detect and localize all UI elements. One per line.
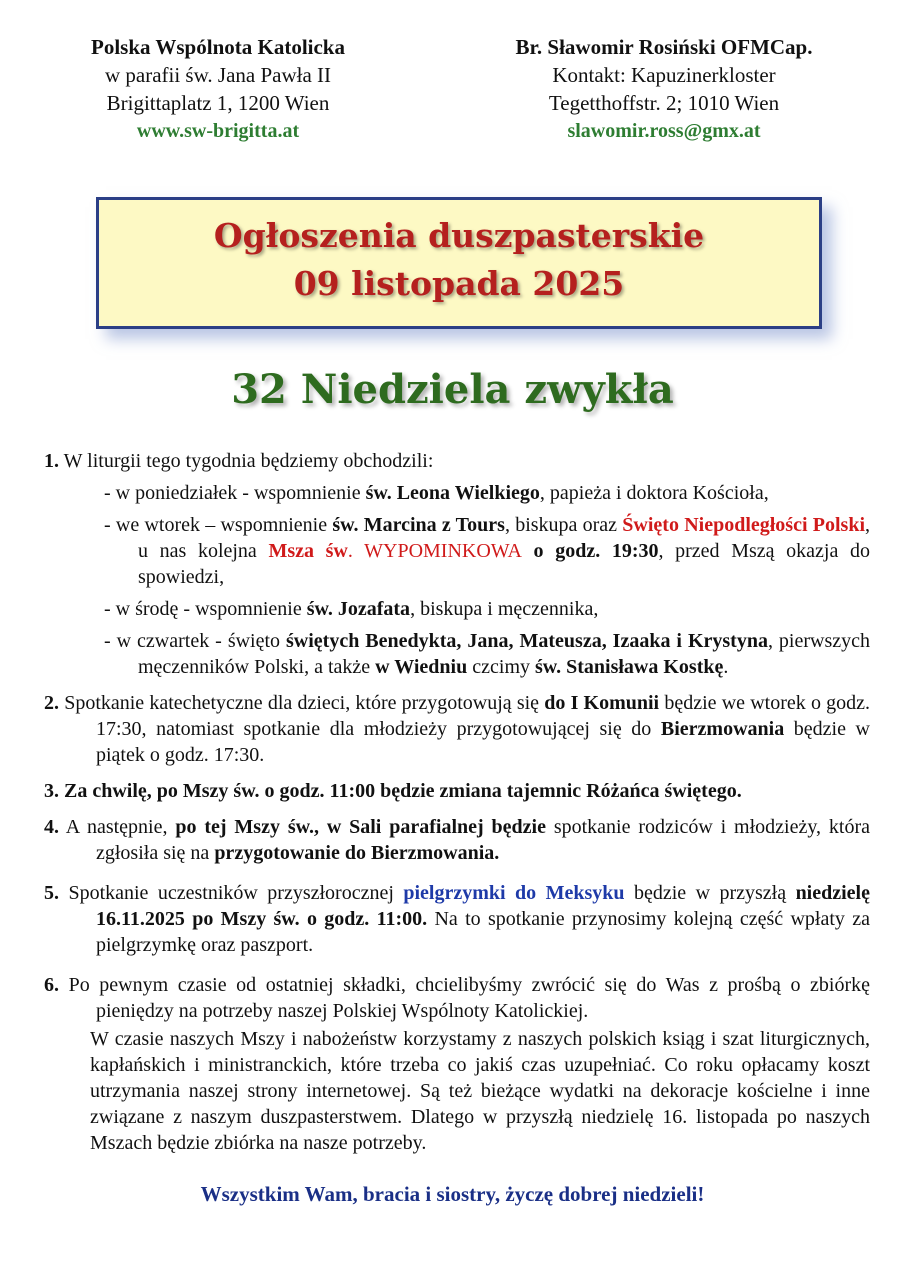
pilgrimage-name: pielgrzymki do Meksyku	[403, 882, 625, 904]
item-1-monday	[104, 480, 870, 506]
contact-label: Kontakt: Kapuzinerkloster	[552, 63, 776, 87]
text: Na to spotkanie przynosimy kolejną część wpłaty za pielgrzymkę oraz paszport.	[96, 908, 870, 956]
meeting-date: niedzielę 16.11.2025 po Mszy św. o godz. 11:00.	[96, 882, 870, 930]
item-1-wednesday	[104, 596, 870, 622]
text: będzie we wtorek o godz. 17:30, natomiast spotkanie dla młodzieży przygotowującej się do	[96, 692, 871, 740]
item-4-number: 4.	[44, 816, 59, 838]
city: w Wiedniu	[375, 656, 468, 678]
item-3-text: 3. Za chwilę, po Mszy św. o godz. 11:00 będzie zmiana tajemnic Różańca świętego.	[44, 780, 742, 802]
item-1-number: 1.	[44, 450, 59, 472]
text: Spotkanie uczestników przyszłorocznej	[59, 882, 404, 904]
text: spotkanie rodziców i młodzieży, która zgłosiła się na	[96, 816, 871, 864]
saint-name: św. Marcina z Tours	[332, 514, 505, 536]
item-2	[44, 690, 870, 768]
text: - w czwartek - święto	[104, 630, 287, 652]
title-line-2: 09 listopada 2025	[293, 264, 625, 303]
text: , biskupa oraz	[504, 514, 623, 536]
text: - we wtorek – wspomnienie	[104, 514, 333, 536]
email-link[interactable]: slawomir.ross@gmx.at	[567, 120, 761, 142]
item-4	[44, 814, 870, 866]
announcements	[44, 448, 870, 1156]
text: .	[723, 656, 729, 678]
item-3	[44, 778, 870, 804]
saint-name: św. Leona Wielkiego	[365, 482, 540, 504]
title-box	[96, 197, 822, 329]
priest-name: Br. Sławomir Rosiński OFMCap.	[515, 35, 813, 59]
parish-address: Brigittaplatz 1, 1200 Wien	[106, 91, 330, 115]
parish-name: w parafii św. Jana Pawła II	[104, 63, 332, 87]
text: , u nas kolejna	[138, 514, 870, 562]
text: Spotkanie katechetyczne dla dzieci, które przygotowują się	[59, 692, 545, 714]
item-1	[44, 448, 870, 474]
website-link[interactable]: www.sw-brigitta.at	[136, 120, 300, 142]
text: będzie w przyszłą	[624, 882, 796, 904]
item-6	[44, 972, 870, 1024]
holiday-name: Święto Niepodległości Polski	[622, 514, 865, 536]
text: , biskupa i męczennika,	[410, 598, 599, 620]
item-1-intro: W liturgii tego tygodnia będziemy obchodzili:	[59, 450, 434, 472]
item-1-tuesday	[104, 512, 870, 590]
text: - w poniedziałek - wspomnienie	[104, 482, 366, 504]
saint-name: św. Jozafata	[306, 598, 411, 620]
item-5-number: 5.	[44, 882, 59, 904]
saint-name: św. Stanisława Kostkę	[535, 656, 724, 678]
saint-names: świętych Benedykta, Jana, Mateusza, Izaaka i Krystyna	[286, 630, 768, 652]
highlight: przygotowanie do Bierzmowania.	[214, 842, 500, 864]
title-line-1: Ogłoszenia duszpasterskie	[213, 216, 705, 255]
item-6-details: W czasie naszych Mszy i nabożeństw korzystamy z naszych polskich ksiąg i szat liturgicznych, kapłańskich i ministranckich, które trzeba co jakiś czas uzupełniać. Co roku opłacamy koszt utrzymania naszej strony internetowej. Są też bieżące wydatki na dekoracje kościelne i inne związane z naszym duszpasterstwem. Dlatego w przyszłą niedzielę 16. listopada po naszych Mszach będzie zbiórka na nasze potrzeby.	[90, 1028, 870, 1154]
item-2-number: 2.	[44, 692, 59, 714]
item-5	[44, 880, 870, 958]
text: - w środę - wspomnienie	[104, 598, 307, 620]
closing-greeting: Wszystkim Wam, bracia i siostry, życzę dobrej niedzieli!	[200, 1182, 705, 1206]
highlight: po tej Mszy św., w Sali parafialnej będzie	[175, 816, 546, 838]
highlight: Bierzmowania	[660, 718, 785, 740]
mass-time: o godz. 19:30	[521, 540, 659, 562]
highlight: do I Komunii	[544, 692, 660, 714]
text: Po pewnym czasie od ostatniej składki, chcielibyśmy zwrócić się do Was z prośbą o zbiórkę pieniędzy na potrzeby naszej Polskiej Wspólnoty Katolickiej.	[59, 974, 870, 1022]
text: A następnie,	[59, 816, 176, 838]
sunday-heading: 32 Niedziela zwykła	[231, 366, 674, 413]
text: , pierwszych męczenników Polski, a także	[138, 630, 870, 678]
header-left	[40, 33, 396, 145]
mass-type: . WYPOMINKOWA	[347, 540, 522, 562]
org-name: Polska Wspólnota Katolicka	[91, 35, 345, 59]
item-6-number: 6.	[44, 974, 59, 996]
item-1-thursday	[104, 628, 870, 680]
text: , przed Mszą okazja do spowiedzi,	[138, 540, 870, 588]
text: , papieża i doktora Kościoła,	[539, 482, 769, 504]
text: będzie w piątek o godz. 17:30.	[96, 718, 871, 766]
text: czcimy	[467, 656, 535, 678]
header-right	[458, 33, 870, 145]
contact-address: Tegetthoffstr. 2; 1010 Wien	[548, 91, 780, 115]
mass-label: Msza św	[268, 540, 348, 562]
